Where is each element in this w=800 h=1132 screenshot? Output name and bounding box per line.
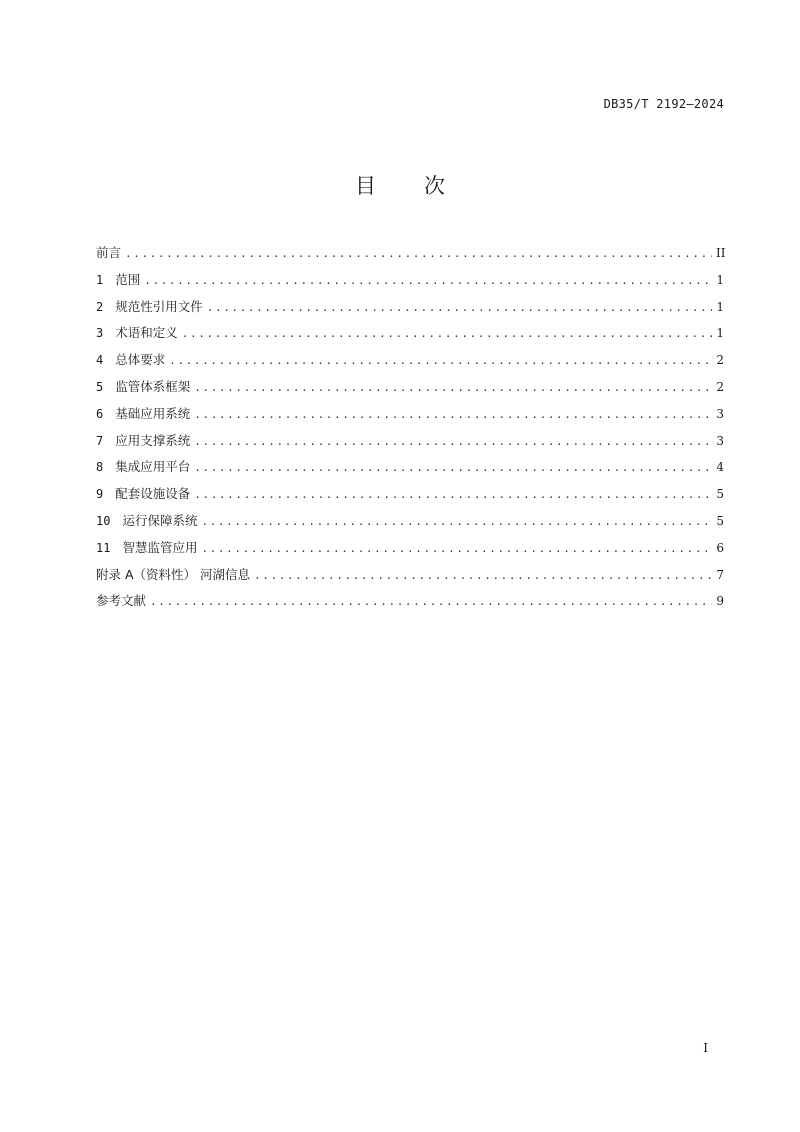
toc-leader-dots bbox=[207, 299, 712, 317]
toc-entry-7[interactable] bbox=[96, 432, 724, 459]
toc-entry-5[interactable] bbox=[96, 378, 724, 405]
toc-entry-10[interactable] bbox=[96, 512, 724, 539]
toc-entry-text: 范围 bbox=[115, 271, 141, 287]
toc-entry-page: 2 bbox=[716, 379, 724, 394]
toc-list bbox=[96, 244, 724, 619]
toc-entry-11[interactable] bbox=[96, 539, 724, 566]
toc-entry-bibliography[interactable] bbox=[96, 592, 724, 619]
toc-entry-8[interactable] bbox=[96, 458, 724, 485]
toc-entry-text: 前言 bbox=[96, 245, 122, 260]
toc-entry-page: 5 bbox=[716, 513, 724, 528]
toc-leader-dots bbox=[254, 567, 712, 585]
page-number: I bbox=[703, 1041, 708, 1055]
toc-entry-number: 3 bbox=[96, 326, 104, 341]
toc-entry-page: 5 bbox=[716, 487, 724, 502]
toc-entry-number: 9 bbox=[96, 487, 104, 502]
toc-entry-number: 7 bbox=[96, 433, 104, 448]
toc-entry-9[interactable] bbox=[96, 485, 724, 512]
toc-leader-dots bbox=[144, 272, 712, 290]
toc-title-char-2: 次 bbox=[424, 174, 445, 198]
toc-leader-dots bbox=[194, 433, 712, 451]
toc-entry-text: 配套设施设备 bbox=[115, 486, 191, 502]
toc-entry-6[interactable] bbox=[96, 405, 724, 432]
toc-entry-preface[interactable] bbox=[96, 244, 724, 271]
toc-leader-dots bbox=[194, 379, 712, 397]
toc-entry-text: 参考文献 bbox=[96, 593, 147, 609]
toc-entry-text: 运行保障系统 bbox=[122, 512, 198, 528]
toc-entry-text: 术语和定义 bbox=[115, 325, 178, 341]
toc-entry-page: 3 bbox=[716, 406, 724, 421]
toc-entry-number: 4 bbox=[96, 353, 104, 368]
toc-entry-text: 应用支撑系统 bbox=[115, 432, 191, 448]
toc-entry-page: 1 bbox=[716, 272, 724, 287]
toc-leader-dots bbox=[194, 459, 712, 477]
toc-entry-text: 附录 A（资料性） 河湖信息 bbox=[96, 566, 250, 582]
toc-entry-text: 规范性引用文件 bbox=[115, 298, 203, 314]
toc-entry-page: 1 bbox=[716, 326, 724, 341]
toc-entry-number: 8 bbox=[96, 460, 104, 475]
toc-entry-number: 10 bbox=[96, 513, 111, 528]
toc-entry-3[interactable] bbox=[96, 324, 724, 351]
toc-entry-page: 3 bbox=[716, 433, 724, 448]
toc-leader-dots bbox=[201, 513, 712, 531]
toc-entry-number: 6 bbox=[96, 406, 104, 421]
toc-entry-page: 2 bbox=[716, 353, 724, 368]
toc-leader-dots bbox=[194, 406, 712, 424]
toc-entry-2[interactable] bbox=[96, 298, 724, 325]
toc-title bbox=[0, 170, 800, 200]
toc-entry-number: 1 bbox=[96, 272, 104, 287]
toc-entry-page: 1 bbox=[716, 299, 724, 314]
toc-leader-dots bbox=[169, 352, 712, 370]
toc-entry-text: 集成应用平台 bbox=[115, 459, 191, 475]
toc-entry-text: 监管体系框架 bbox=[115, 378, 191, 394]
toc-entry-text: 基础应用系统 bbox=[115, 405, 191, 421]
toc-entry-page: II bbox=[716, 246, 726, 260]
toc-leader-dots bbox=[201, 540, 712, 558]
toc-leader-dots bbox=[125, 245, 712, 263]
toc-entry-number: 2 bbox=[96, 299, 104, 314]
toc-entry-text: 总体要求 bbox=[115, 352, 166, 368]
toc-title-char-1: 目 bbox=[355, 174, 376, 198]
toc-leader-dots bbox=[194, 486, 712, 504]
toc-entry-page: 9 bbox=[716, 594, 724, 609]
document-code: DB35/T 2192—2024 bbox=[603, 97, 724, 111]
toc-entry-page: 7 bbox=[716, 567, 724, 582]
toc-leader-dots bbox=[150, 593, 712, 611]
toc-entry-number: 5 bbox=[96, 379, 104, 394]
toc-entry-4[interactable] bbox=[96, 351, 724, 378]
toc-entry-appendix-a[interactable] bbox=[96, 566, 724, 593]
toc-entry-page: 4 bbox=[716, 460, 724, 475]
toc-entry-1[interactable] bbox=[96, 271, 724, 298]
toc-entry-text: 智慧监管应用 bbox=[122, 539, 198, 555]
toc-entry-page: 6 bbox=[716, 540, 724, 555]
toc-entry-number: 11 bbox=[96, 540, 111, 555]
toc-leader-dots bbox=[182, 325, 712, 343]
